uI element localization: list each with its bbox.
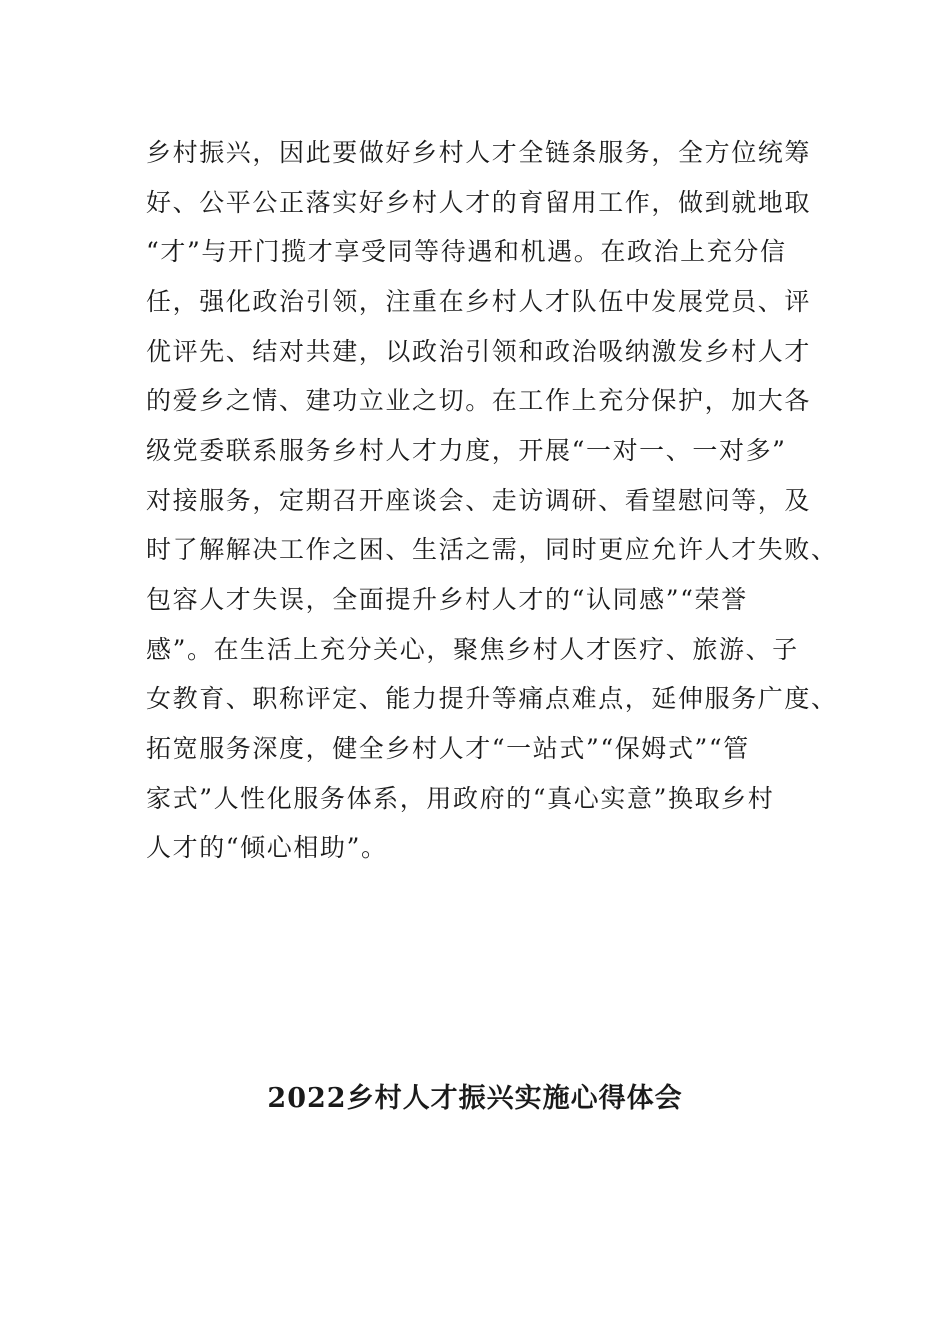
paragraph-line: “才”与开门揽才享受同等待遇和机遇。在政治上充分信 xyxy=(146,237,787,266)
paragraph-line: 女教育、职称评定、能力提升等痛点难点，延伸服务广度、 xyxy=(146,684,838,713)
paragraph-line: 对接服务，定期召开座谈会、走访调研、看望慰问等，及 xyxy=(146,486,812,515)
document-title: 2022乡村人才振兴实施心得体会 xyxy=(267,1083,683,1114)
paragraph-line: 人才的“倾心相助”。 xyxy=(146,833,388,862)
paragraph-line: 包容人才失误，全面提升乡村人才的“认同感”“荣誉 xyxy=(146,585,748,614)
paragraph-line: 好、公平公正落实好乡村人才的育留用工作，做到就地取 xyxy=(146,188,812,217)
paragraph-line: 的爱乡之情、建功立业之切。在工作上充分保护，加大各 xyxy=(146,386,812,415)
paragraph-line: 级党委联系服务乡村人才力度，开展“一对一、一对多” xyxy=(146,436,787,465)
paragraph-line: 家式”人性化服务体系，用政府的“真心实意”换取乡村 xyxy=(146,784,775,813)
paragraph-line: 感”。在生活上充分关心，聚焦乡村人才医疗、旅游、子 xyxy=(146,635,799,664)
paragraph-line: 时了解解决工作之困、生活之需，同时更应允许人才失败、 xyxy=(146,535,838,564)
paragraph-line: 乡村振兴，因此要做好乡村人才全链条服务，全方位统筹 xyxy=(146,138,812,167)
paragraph-line: 任，强化政治引领，注重在乡村人才队伍中发展党员、评 xyxy=(146,287,812,316)
paragraph-line: 拓宽服务深度，健全乡村人才“一站式”“保姆式”“管 xyxy=(146,734,750,763)
paragraph-line: 优评先、结对共建，以政治引领和政治吸纳激发乡村人才 xyxy=(146,337,812,366)
